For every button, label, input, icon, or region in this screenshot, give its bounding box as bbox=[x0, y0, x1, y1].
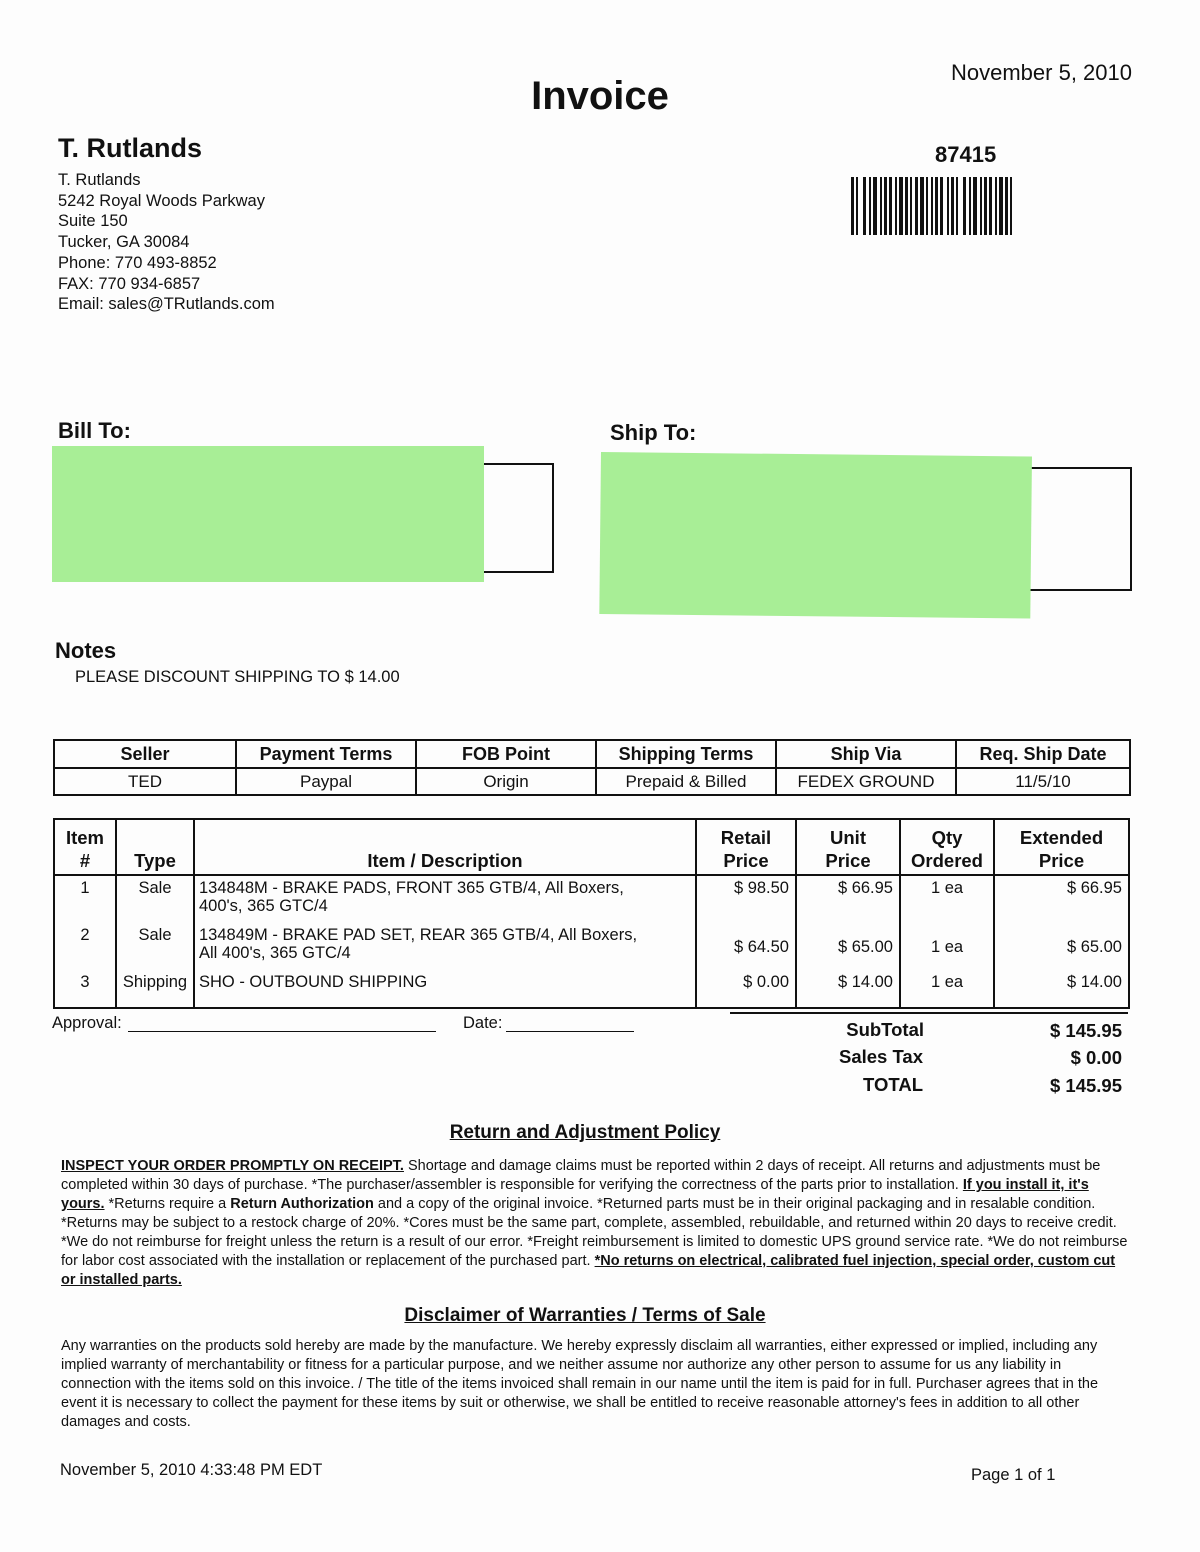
item-no: 3 bbox=[54, 970, 116, 1008]
policy-lead: INSPECT YOUR ORDER PROMPTLY ON RECEIPT. bbox=[61, 1158, 404, 1174]
extended-price: $ 66.95 bbox=[994, 875, 1129, 923]
return-policy-text bbox=[61, 1157, 1131, 1290]
extended-price: $ 14.00 bbox=[994, 970, 1129, 1008]
date-signature-line bbox=[506, 1031, 634, 1032]
ship-to-box bbox=[1030, 467, 1132, 591]
desc-line: All 400's, 365 GTC/4 bbox=[199, 944, 351, 962]
notes-label: Notes bbox=[55, 638, 117, 663]
bill-to-redaction bbox=[52, 446, 484, 582]
item-type: Sale bbox=[116, 875, 194, 923]
seller-value: TED bbox=[54, 768, 236, 795]
policy-text: Shortage and damage claims must be reported within 2 days of receipt. All returns and adjustments must be completed within 30 days of purchase. *The purchaser/assembler is responsible for verifying the correctness of the parts prior to installation. bbox=[61, 1158, 1101, 1193]
terms-header: Payment Terms bbox=[236, 740, 416, 768]
address-line: Email: sales@TRutlands.com bbox=[58, 295, 275, 314]
item-no: 1 bbox=[54, 875, 116, 923]
terms-header: Seller bbox=[54, 740, 236, 768]
qty: 1 ea bbox=[900, 875, 994, 923]
footer-timestamp: November 5, 2010 4:33:48 PM EDT bbox=[60, 1461, 323, 1479]
col-extended-price bbox=[994, 819, 1129, 875]
item-type: Shipping bbox=[116, 970, 194, 1008]
item-description bbox=[194, 875, 696, 923]
item-description bbox=[194, 923, 696, 970]
address-line: FAX: 770 934-6857 bbox=[58, 274, 201, 293]
item-type: Sale bbox=[116, 923, 194, 970]
barcode-bar bbox=[1012, 177, 1015, 235]
ship-to-redaction bbox=[599, 452, 1032, 619]
barcode-icon bbox=[851, 177, 1077, 235]
extended-price: $ 65.00 bbox=[994, 923, 1129, 970]
header-line: Ordered bbox=[911, 850, 983, 871]
table-row bbox=[54, 923, 1129, 970]
sales-tax-value: $ 0.00 bbox=[1070, 1047, 1122, 1068]
table-row bbox=[54, 970, 1129, 1008]
policy-no-returns: *No returns on electrical, calibrated fuel injection, special order, custom cut or installed parts. bbox=[61, 1253, 1116, 1288]
invoice-number: 87415 bbox=[935, 142, 997, 167]
desc-line: SHO - OUTBOUND SHIPPING bbox=[199, 973, 428, 991]
header-line: Unit bbox=[830, 827, 866, 848]
invoice-date: November 5, 2010 bbox=[951, 60, 1132, 85]
bill-to-label: Bill To: bbox=[58, 418, 131, 443]
unit-price: $ 14.00 bbox=[796, 970, 900, 1008]
approval-label: Approval: bbox=[52, 1014, 122, 1032]
shipping-terms-value: Prepaid & Billed bbox=[596, 768, 776, 795]
header-line: # bbox=[79, 850, 91, 871]
col-description: Item / Description bbox=[194, 819, 696, 875]
item-description bbox=[194, 970, 696, 1008]
qty: 1 ea bbox=[900, 970, 994, 1008]
total-label: TOTAL bbox=[863, 1074, 923, 1095]
col-qty bbox=[900, 819, 994, 875]
company-address bbox=[58, 170, 275, 315]
notes-text: PLEASE DISCOUNT SHIPPING TO $ 14.00 bbox=[75, 668, 400, 686]
retail-price: $ 64.50 bbox=[696, 923, 796, 970]
ship-to-label: Ship To: bbox=[610, 420, 697, 445]
header-line: Price bbox=[825, 850, 871, 871]
terms-header: FOB Point bbox=[416, 740, 596, 768]
header-line: Retail bbox=[720, 827, 772, 848]
desc-line: 400's, 365 GTC/4 bbox=[199, 897, 328, 915]
items-table bbox=[53, 818, 1130, 1009]
policy-install: If you install it, it's yours. bbox=[61, 1177, 1089, 1212]
retail-price: $ 0.00 bbox=[696, 970, 796, 1008]
return-policy-heading: Return and Adjustment Policy bbox=[449, 1122, 721, 1143]
terms-header: Ship Via bbox=[776, 740, 956, 768]
item-no: 2 bbox=[54, 923, 116, 970]
fob-point-value: Origin bbox=[416, 768, 596, 795]
page-number: Page 1 of 1 bbox=[971, 1466, 1056, 1484]
table-row bbox=[54, 875, 1129, 923]
total-value: $ 145.95 bbox=[1049, 1075, 1122, 1096]
ship-via-value: FEDEX GROUND bbox=[776, 768, 956, 795]
terms-header: Shipping Terms bbox=[596, 740, 776, 768]
header-line: Price bbox=[723, 850, 769, 871]
disclaimer-text: Any warranties on the products sold hereby are made by the manufacture. We hereby expressly disclaim all warranties, either expressed or implied, including any implied warranty of merchantability or fitness for a particular purpose, and we neither assume nor authorize any other person to assume for us any liability in connection with the items sold on this invoice. / The title of the items invoiced shall remain in our name until the item is paid for in full. Purchaser agrees that in the event it is necessary to collect the payment for these items by suit or otherwise, we shall be entitled to receive reasonable attorney's fees in addition to all other damages and costs. bbox=[61, 1338, 1099, 1430]
desc-line: 134849M - BRAKE PAD SET, REAR 365 GTB/4, All Boxers, bbox=[199, 926, 638, 944]
desc-line: 134848M - BRAKE PADS, FRONT 365 GTB/4, All Boxers, bbox=[199, 879, 624, 897]
col-item-no bbox=[54, 819, 116, 875]
subtotal-label: SubTotal bbox=[846, 1019, 924, 1040]
address-line: 5242 Royal Woods Parkway bbox=[58, 191, 265, 210]
retail-price: $ 98.50 bbox=[696, 875, 796, 923]
header-line: Qty bbox=[931, 827, 963, 848]
address-line: Tucker, GA 30084 bbox=[58, 233, 190, 252]
subtotal-value: $ 145.95 bbox=[1049, 1020, 1122, 1041]
bill-to-box bbox=[480, 463, 554, 573]
terms-header: Req. Ship Date bbox=[956, 740, 1130, 768]
invoice-title: Invoice bbox=[531, 74, 669, 118]
totals-divider bbox=[730, 1012, 1128, 1014]
terms-table bbox=[53, 739, 1131, 796]
header-line: Price bbox=[1038, 850, 1085, 871]
company-name: T. Rutlands bbox=[58, 133, 203, 163]
sales-tax-label: Sales Tax bbox=[839, 1046, 923, 1067]
col-unit-price bbox=[796, 819, 900, 875]
address-line: T. Rutlands bbox=[58, 171, 141, 189]
address-line: Suite 150 bbox=[58, 212, 128, 231]
policy-text: and a copy of the original invoice. *Returned parts must be in their original packaging and in resalable condition. *Returns may be subject to a restock charge of 20%. *Cores must be the same part, complete, assembled, rebuildable, and returned within 20 days to receive credit. *We do not reimburse for freight unless the return is a result of our error. *Freight reimbursement is limited to domestic UPS ground service rate. *We do not reimburse for labor cost associated with the installation or replacement of the purchased part. bbox=[61, 1196, 1128, 1269]
header-line: Item bbox=[65, 827, 105, 848]
col-type: Type bbox=[116, 819, 194, 875]
payment-terms-value: Paypal bbox=[236, 768, 416, 795]
header-line: Extended bbox=[1019, 827, 1104, 848]
disclaimer-heading: Disclaimer of Warranties / Terms of Sale bbox=[404, 1305, 766, 1326]
unit-price: $ 66.95 bbox=[796, 875, 900, 923]
req-ship-date-value: 11/5/10 bbox=[956, 768, 1130, 795]
approval-signature-line bbox=[128, 1031, 436, 1032]
address-line: Phone: 770 493-8852 bbox=[58, 253, 217, 272]
policy-text: *Returns require a bbox=[104, 1196, 231, 1212]
unit-price: $ 65.00 bbox=[796, 923, 900, 970]
date-label: Date: bbox=[463, 1014, 503, 1032]
col-retail-price bbox=[696, 819, 796, 875]
qty: 1 ea bbox=[900, 923, 994, 970]
policy-auth: Return Authorization bbox=[230, 1196, 374, 1212]
